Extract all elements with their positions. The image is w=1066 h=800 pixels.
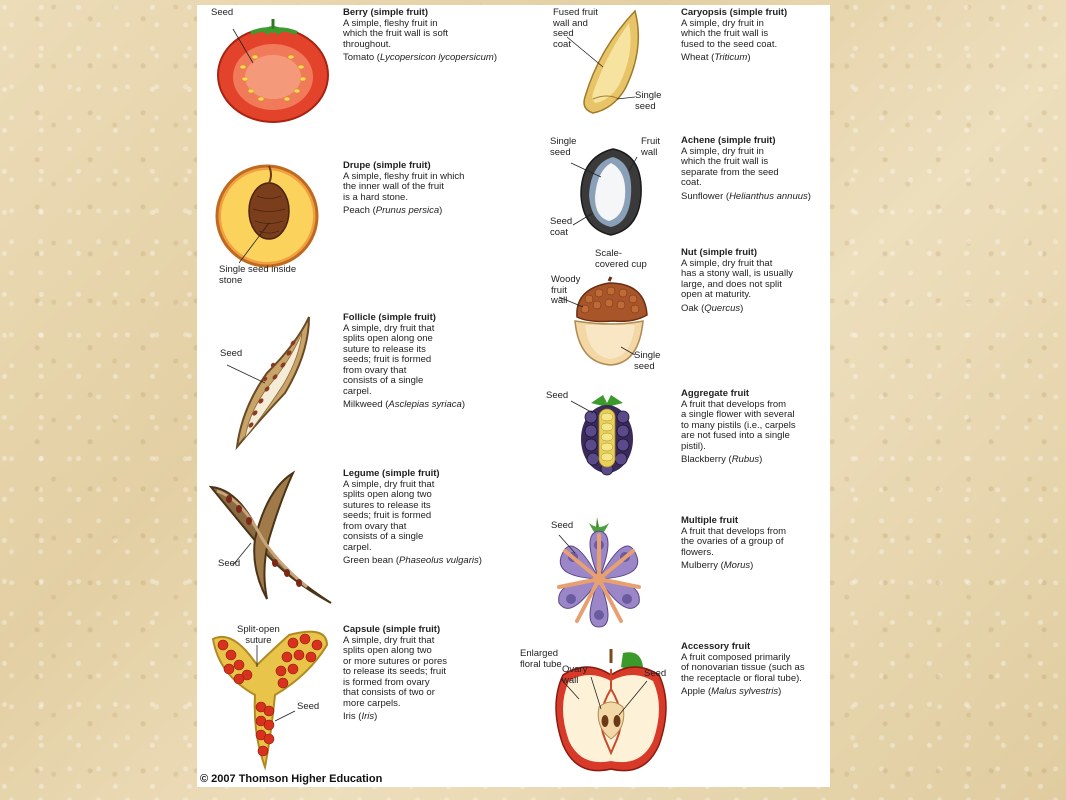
- legume-text: A simple, dry fruit that splits open along two sutures to release its seeds; fruit is formed from ovary that consists of a single carpel.: [343, 478, 435, 553]
- green-bean-illustration: [207, 469, 337, 609]
- follicle-text: A simple, dry fruit that splits open along one suture to release its seeds; fruit is formed from ovary that consists of a single carpel.: [343, 322, 435, 397]
- drupe-seed-label: Single seed inside stone: [219, 264, 297, 286]
- capsule-description: [343, 625, 503, 723]
- legume-description: [343, 469, 503, 567]
- berry-description: [343, 8, 523, 64]
- achene-example: Sunflower (Helianthus annuus): [681, 190, 811, 202]
- berry-example: Tomato (Lycopersicon lycopersicum): [343, 52, 498, 63]
- peach-illustration: [213, 161, 323, 271]
- multiple-seed-label: Seed: [551, 520, 574, 531]
- legume-example: Green bean (Phaseolus vulgaris): [343, 555, 482, 566]
- accessory-ovary-label: Ovary wall: [562, 664, 588, 686]
- drupe-description: [343, 161, 503, 217]
- nut-wall-label: Woody fruit wall: [551, 274, 581, 306]
- achene-description: [681, 136, 841, 202]
- accessory-seed-label: Seed: [644, 668, 667, 679]
- achene-wall-label: Fruit wall: [641, 136, 660, 158]
- mulberry-illustration: [551, 517, 647, 629]
- figure-sheet: [197, 5, 830, 787]
- drupe-title: Drupe (simple fruit): [343, 160, 431, 171]
- berry-seed-label: Seed: [211, 7, 234, 18]
- caryopsis-title: Caryopsis (simple fruit): [681, 7, 788, 18]
- multiple-text: A fruit that develops from the ovaries of a group of flowers.: [681, 525, 787, 558]
- legume-seed-label: Seed: [218, 558, 241, 569]
- nut-title: Nut (simple fruit): [681, 247, 757, 258]
- nut-description: [681, 248, 841, 314]
- aggregate-description: [681, 389, 841, 466]
- tomato-illustration: [211, 19, 331, 129]
- accessory-title: Accessory fruit: [681, 641, 751, 652]
- caryopsis-description: [681, 8, 841, 64]
- achene-text: A simple, dry fruit in which the fruit wall is separate from the seed coat.: [681, 145, 779, 188]
- accessory-example: Apple (Malus sylvestris): [681, 686, 782, 697]
- drupe-text: A simple, fleshy fruit in which the inner wall of the fruit is a hard stone.: [343, 170, 465, 203]
- aggregate-example: Blackberry (Rubus): [681, 454, 763, 465]
- berry-text: A simple, fleshy fruit in which the fruit wall is soft throughout.: [343, 17, 449, 50]
- achene-coat-label: Seed coat: [550, 216, 573, 238]
- nut-cup-label: Scale- covered cup: [595, 248, 647, 270]
- follicle-title: Follicle (simple fruit): [343, 312, 436, 323]
- follicle-seed-label: Seed: [220, 348, 243, 359]
- multiple-description: [681, 516, 841, 572]
- follicle-example: Milkweed (Asclepias syriaca): [343, 399, 465, 410]
- achene-seed-label: Single seed: [550, 136, 577, 158]
- aggregate-seed-label: Seed: [546, 390, 569, 401]
- achene-title: Achene (simple fruit): [681, 135, 776, 146]
- multiple-title: Multiple fruit: [681, 515, 738, 526]
- capsule-title: Capsule (simple fruit): [343, 624, 441, 635]
- aggregate-text: A fruit that develops from a single flower with several to many pistils (i.e., carpels are not fused into a single pistil).: [681, 398, 796, 452]
- aggregate-title: Aggregate fruit: [681, 388, 750, 399]
- legume-title: Legume (simple fruit): [343, 468, 440, 479]
- nut-seed-label: Single seed: [634, 350, 661, 372]
- caryopsis-seed-label: Single seed: [635, 90, 662, 112]
- caryopsis-example: Wheat (Triticum): [681, 52, 751, 63]
- capsule-suture-label: Split-open suture: [237, 624, 280, 646]
- multiple-example: Mulberry (Morus): [681, 560, 754, 571]
- blackberry-illustration: [577, 393, 637, 477]
- caryopsis-text: A simple, dry fruit in which the fruit wall is fused to the seed coat.: [681, 17, 778, 50]
- drupe-example: Peach (Prunus persica): [343, 205, 443, 216]
- iris-capsule-illustration: [209, 625, 334, 770]
- accessory-description: [681, 642, 831, 698]
- capsule-seed-label: Seed: [297, 701, 320, 712]
- accessory-text: A fruit composed primarily of nonovarian tissue (such as the receptacle or floral tube).: [681, 651, 805, 684]
- capsule-text: A simple, dry fruit that splits open along two or more sutures or pores to release its seeds; fruit is formed from ovary that consists of two or more carpels.: [343, 634, 448, 709]
- sunflower-achene-illustration: [577, 145, 647, 240]
- accessory-tube-label: Enlarged floral tube: [520, 648, 562, 670]
- caryopsis-wall-label: Fused fruit wall and seed coat: [553, 7, 598, 50]
- milkweed-illustration: [227, 313, 322, 453]
- follicle-description: [343, 313, 503, 411]
- berry-title: Berry (simple fruit): [343, 7, 428, 18]
- copyright-notice: © 2007 Thomson Higher Education: [200, 773, 383, 785]
- nut-text: A simple, dry fruit that has a stony wall, is usually large, and does not split open at maturity.: [681, 257, 793, 300]
- capsule-example: Iris (Iris): [343, 711, 378, 722]
- nut-example: Oak (Quercus): [681, 302, 744, 314]
